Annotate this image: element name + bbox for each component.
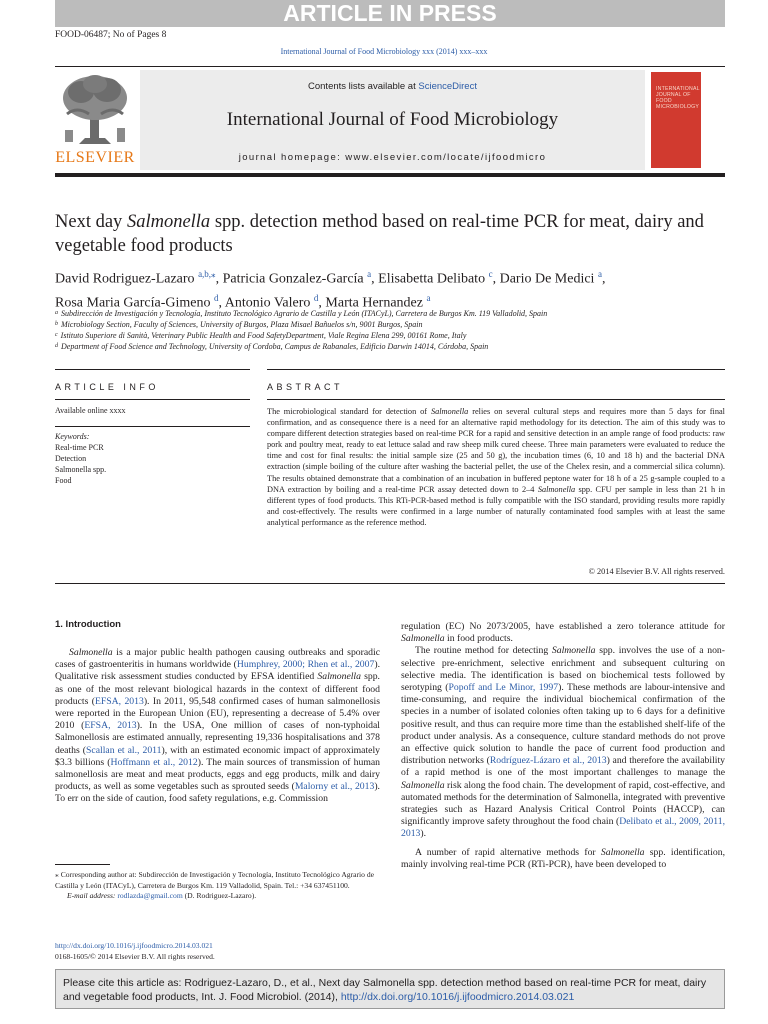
- footnote-rule: [55, 864, 110, 865]
- author-affiliation-marker[interactable]: a: [426, 292, 431, 303]
- article-info-heading: ARTICLE INFO: [55, 382, 159, 392]
- keyword-item: Salmonella spp.: [55, 465, 107, 474]
- available-online: Available online xxxx: [55, 406, 126, 415]
- body-paragraph: The routine method for detecting Salmonella spp. involves the use of a non-selective pre-enrichment, selective enrichment and subsequent culturing on selective media. The identification is based on biochemical tests followed by serotyping (Popoff and Le Minor, 1997). These methods are labour-intensive and time-consuming, and require the individual biochemical confirmation of the species in a number of isolated colonies often taking up to 6 days for a definitive positive result, and thus can require more time than the established shelf-life of the product under analysis. As a consequence, culture standard methods do not prove an effective quick solution to handle the pace of current food production and distribution networks (Rodríguez-Lázaro et al., 2013) and therefore the availability of a rapid method is one of the most important challenges to manage the Salmonella risk along the food chain. The development of rapid, cost-effective, and automated methods for the determination of Salmonella, integrated with preventive strategies such as Hazard Analysis Critical Control Points (HACCP), can significantly improve safety throughout the food chain (Delibato et al., 2009, 2011, 2013).: [401, 645, 726, 840]
- publisher-logo: [55, 70, 135, 170]
- keyword-item: Real-time PCR: [55, 443, 104, 452]
- citation-link[interactable]: Hoffmann et al., 2012: [110, 756, 198, 768]
- author-name: Rosa Maria García-Gimeno: [55, 295, 211, 311]
- citation-link[interactable]: Humphrey, 2000; Rhen et al., 2007: [236, 659, 375, 671]
- author-name: Marta Hernandez: [325, 295, 423, 311]
- email-link[interactable]: rodlazda@gmail.com: [117, 891, 183, 900]
- author-affiliation-marker[interactable]: d: [214, 292, 219, 303]
- citation-link[interactable]: Malorny et al., 2013: [294, 781, 375, 793]
- issn-line: 0168-1605/© 2014 Elsevier B.V. All rights reserved.: [55, 952, 215, 961]
- journal-cover-image: [651, 72, 701, 168]
- info-divider: [55, 426, 250, 427]
- citation-notice-box: [55, 969, 725, 1009]
- keyword-item: Detection: [55, 454, 87, 463]
- citation-link[interactable]: Scallan et al., 2011: [86, 744, 162, 756]
- author-affiliation-marker[interactable]: a: [597, 269, 602, 279]
- citation-link[interactable]: EFSA, 2013: [94, 695, 144, 707]
- article-info-heading-rule: [55, 399, 250, 400]
- author-affiliation-marker[interactable]: a,b,⁎: [198, 269, 216, 279]
- keywords-label: Keywords:: [55, 432, 90, 441]
- document-id: FOOD-06487; No of Pages 8: [55, 30, 167, 40]
- affiliation-item: $^d$ Department of Food Science and Technology, University of Cordoba, Campus de Rabanales, Edificio Darwin 14014, Córdoba, Spain: [55, 342, 489, 351]
- body-column-left: [55, 647, 380, 806]
- citation-notice-text: Please cite this article as: Rodriguez-Lazaro, D., et al., Next day Salmonella spp. detection method based on real-time PCR for meat, dairy and vegetable food products, Int. J. Food Microbiol. (2014),: [63, 977, 707, 1003]
- doi-block: [55, 940, 215, 962]
- body-paragraph: regulation (EC) No 2073/2005, have established a zero tolerance attitude for Salmonella in food products.: [401, 621, 725, 645]
- homepage-link[interactable]: www.elsevier.com/locate/ijfoodmicro: [345, 152, 547, 163]
- email-line: E-mail address: rodlazda@gmail.com (D. Rodriguez-Lazaro).: [67, 891, 257, 900]
- article-title: [55, 210, 735, 258]
- body-paragraph: A number of rapid alternative methods for Salmonella spp. identification, mainly involving real-time PCR (RTi-PCR), have been developed to: [401, 846, 726, 870]
- body-column-right: [401, 621, 725, 871]
- journal-title: International Journal of Food Microbiology: [226, 109, 559, 130]
- abstract-heading: ABSTRACT: [267, 382, 344, 392]
- corresponding-author-text: ⁎ Corresponding author at: Subdirección de Investigación y Tecnología, Instituto Tecnológico Agrario de Castilla y León (ITACyL), Carretera de Burgos Km. 119 Valladolid, Spain. Tel.: +34 637451100.: [55, 870, 374, 890]
- elsevier-wordmark: ELSEVIER: [55, 149, 135, 166]
- body-paragraph: Salmonella is a major public health pathogen causing outbreaks and sporadic cases of gastroenteritis in humans worldwide (Humphrey, 2000; Rhen et al., 2007). Qualitative risk assessment studies conducted by EFSA identified Salmonella spp. as one of the most relevant biological hazards in the context of different food products (EFSA, 2013). In 2011, 95,548 confirmed cases of human salmonellosis were reported in the European Union (EU), representing a decrease of 5.4% over 2010 (EFSA, 2013). In the USA, One million of cases of non-typhoidal Salmonellosis are estimated annually, representing 19,336 hospitalisations and 378 deaths (Scallan et al., 2011), with an estimated economic impact of approximately $3.3 billions (Hoffmann et al., 2012). The main sources of transmission of human salmonellosis are meat and meat products, eggs and egg products, milk and dairy products, as well as some vegetables such as sprouted seeds (Malorny et al., 2013). To err on the side of caution, food safety regulations, e.g. Commission: [55, 647, 381, 805]
- author-affiliation-marker[interactable]: d: [313, 292, 319, 303]
- abstract-copyright: © 2014 Elsevier B.V. All rights reserved.: [588, 567, 725, 576]
- abstract-text: The microbiological standard for detection of Salmonella relies on several cultural steps and requires more than 5 days for final confirmation, and as consequence there is a need for an alternative rapid methodology for its detection. The aim of this study was to compare different detection strategies based on real-time PCR for a rapid and sensitive detection in an ample range of food products: raw pork and poultry meat, ready to eat lettuce salad and raw sheep milk cured cheese. Three main parameters were evaluated to reduce the time and cost for final results: the initial sample size (25 and 50 g), the incubation times (6, 10 and 18 h) and the bacterial DNA extraction (simple boiling of the culture after washing the bacterial pellet, the use of the Chelex resin, and a commercial silica column). The results obtained demonstrate that a combination of an incubation in buffered peptone water for 18 h of a 25 g-sample coupled to a DNA extraction by boiling and a real-time PCR assay detected down to 2–4 Salmonella spp. CFU per sample in less than 21 h in different types of food products. This RTi-PCR-based method is fully compatible with the ISO standard, providing results more rapidly and cost-effectively. The results were confirmed in a large number of naturally contaminated food samples with at least the same analytical performance as the reference method.: [267, 407, 725, 527]
- abstract-top-rule: [267, 369, 725, 370]
- author-name: Dario De Medici: [499, 271, 595, 287]
- keyword-item: Food: [55, 476, 72, 485]
- author-name: Antonio Valero: [224, 295, 311, 311]
- journal-homepage: [140, 152, 645, 163]
- title-pre: Next day: [55, 212, 127, 232]
- header-bottom-rule: [55, 173, 725, 177]
- citation-link[interactable]: Delibato et al., 2009, 2011, 2013: [401, 816, 726, 840]
- citation-link[interactable]: Popoff and Le Minor, 1997: [448, 682, 559, 694]
- affiliation-item: $^c$ Istituto Superiore di Sanità, Veterinary Public Health and Food SafetyDepartment, Viale Regina Elena 299, 00161 Rome, Italy: [55, 331, 467, 340]
- homepage-prefix: journal homepage:: [238, 152, 346, 163]
- doi-link[interactable]: http://dx.doi.org/10.1016/j.ijfoodmicro.2014.03.021: [55, 941, 213, 950]
- author-affiliation-marker[interactable]: a: [367, 269, 372, 279]
- contents-prefix: Contents lists available at: [308, 81, 419, 92]
- author-name: Elisabetta Delibato: [378, 271, 486, 287]
- title-genus: Salmonella: [126, 212, 211, 232]
- sciencedirect-link[interactable]: ScienceDirect: [418, 81, 477, 92]
- affiliation-item: $^a$ Subdirección de Investigación y Tecnología, Instituto Tecnológico Agrario de Castilla y León (ITACyL), Carretera de Burgos Km. 119 Valladolid, Spain: [55, 309, 548, 318]
- author-name: Patricia Gonzalez-García: [222, 271, 364, 287]
- section-heading-introduction: 1. Introduction: [55, 619, 121, 630]
- affiliation-item: $^b$ Microbiology Section, Faculty of Sciences, University of Burgos, Plaza Misael Bañuelos s/n, 9001 Burgos, Spain: [55, 320, 423, 329]
- article-info-column: [55, 405, 255, 486]
- author-affiliation-marker[interactable]: c: [488, 269, 493, 279]
- title-post: spp. detection method based on real-time PCR for meat, dairy and vegetable food products: [55, 212, 704, 256]
- tree-logo-icon: [55, 70, 135, 150]
- corresponding-author-footnote: [55, 870, 380, 902]
- cover-title: INTERNATIONAL JOURNAL OF FOOD MICROBIOLOGY: [656, 86, 700, 110]
- contents-line: [140, 81, 645, 92]
- affiliations: [55, 308, 735, 352]
- article-in-press-banner: ARTICLE IN PRESS: [55, 0, 725, 27]
- abstract-bottom-rule: [55, 583, 725, 584]
- citation-doi-link[interactable]: http://dx.doi.org/10.1016/j.ijfoodmicro.2014.03.021: [340, 991, 575, 1003]
- author-name: David Rodriguez-Lazaro: [55, 271, 195, 287]
- author-list: David Rodriguez-Lazaro $^{a,b,⁎}$, Patricia Gonzalez-García $^a$, Elisabetta Delibato $^c$, Dario De Medici $^a$, Rosa Maria García-Gimeno $^d$, Antonio Valero $^d$, Marta Hernandez $^a$: [55, 269, 606, 311]
- citation-link[interactable]: Rodríguez-Lázaro et al., 2013: [489, 755, 607, 767]
- abstract-heading-rule: [267, 399, 725, 400]
- citation-link[interactable]: EFSA, 2013: [84, 720, 137, 732]
- journal-reference-link[interactable]: International Journal of Food Microbiology xxx (2014) xxx–xxx: [280, 47, 488, 56]
- header-top-rule: [55, 66, 725, 67]
- article-info-top-rule: [55, 369, 250, 370]
